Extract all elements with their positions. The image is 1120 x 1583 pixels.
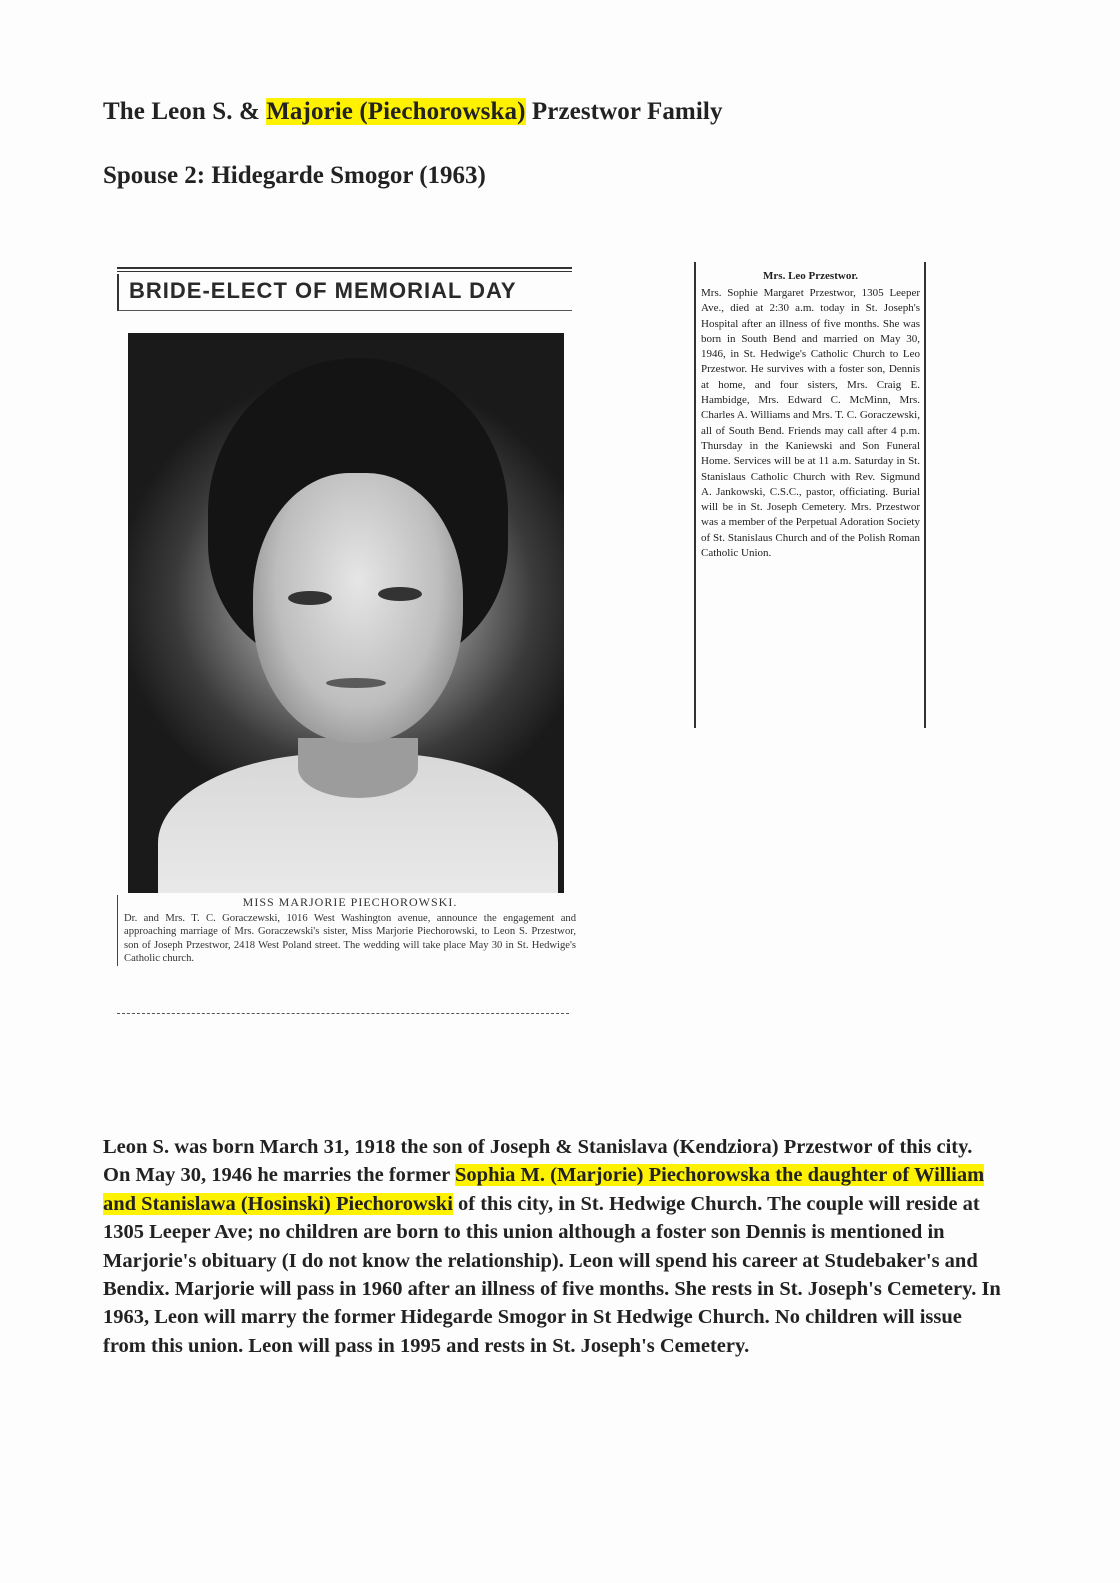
clipping-header: BRIDE-ELECT OF MEMORIAL DAY — [117, 274, 572, 311]
title-suffix: Przestwor Family — [525, 98, 723, 125]
title-prefix: The Leon S. & — [103, 98, 267, 125]
biography-text-part1: Leon S. was born March 31, 1918 the son of Joseph & Stanislava (Kendziora) Przestwor of this city. On May 30, 1946 he marries the former — [103, 1136, 973, 1187]
caption-name: MISS MARJORIE PIECHOROWSKI. — [242, 895, 458, 909]
clipping-caption — [117, 895, 576, 966]
biography-paragraph — [103, 1133, 1003, 1360]
clipping-rule — [117, 267, 572, 269]
obituary-heading: Mrs. Leo Przestwor. — [763, 270, 858, 282]
page-subtitle: Spouse 2: Hidegarde Smogor (1963) — [103, 162, 486, 189]
bride-elect-clipping — [117, 267, 576, 1027]
obituary-clipping — [694, 262, 926, 728]
clipping-rule — [117, 271, 572, 272]
caption-text: Dr. and Mrs. T. C. Goraczewski, 1016 West Washington avenue, announce the engagement and approaching marriage of Mrs. Goraczewski's sister, Miss Marjorie Piechorowski, to Leon S. Przestwor, son of Joseph Przestwor, 2418 West Poland street. The wedding will take place May 30 in St. Hedwige's Catholic church. — [124, 913, 576, 965]
obituary-text: Mrs. Sophie Margaret Przestwor, 1305 Leeper Ave., died at 2:30 a.m. today in St. Joseph's Hospital after an illness of five months. She was born in South Bend and married on May 30, 1946, in St. Hedwige's Catholic Church to Leo Przestwor. He survives with a foster son, Dennis at home, and four sisters, Mrs. Craig E. Hambidge, Mrs. Edward C. McMinn, Mrs. Charles A. Williams and Mrs. T. C. Goraczewski, all of South Bend. Friends may call after 4 p.m. Thursday in the Kaniewski and Son Funeral Home. Services will be at 11 a.m. Saturday in St. Stanislaus Catholic Church with Rev. Sigmund A. Jankowski, C.S.C., pastor, officiating. Burial will be in St. Joseph Cemetery. Mrs. Przestwor was a member of the Perpetual Adoration Society of St. Stanislaus Church and of the Polish Roman Catholic Union. — [701, 287, 920, 560]
page-title — [103, 98, 723, 126]
biography-highlight: Sophia M. (Marjorie) Piechorowska the daughter of William and Stanislawa (Hosinski) Piechorowski — [103, 1164, 985, 1215]
biography-text-part2: of this city, in St. Hedwige Church. The couple will reside at 1305 Leeper Ave; no children are born to this union although a foster son Dennis is mentioned in Marjorie's obituary (I do not know the relationship). Leon will spend his career at Studebaker's and Bendix. Marjorie will pass in 1960 after an illness of five months. She rests in St. Joseph's Cemetery. In 1963, Leon will marry the former Hidegarde Smogor in St Hedwige Church. No children will issue from this union. Leon will pass in 1995 and rests in St. Joseph's Cemetery. — [103, 1192, 1001, 1357]
clipping-bottom-rule — [117, 1013, 569, 1014]
title-highlight: Majorie (Piechorowska) — [266, 98, 526, 125]
bride-photo — [128, 333, 564, 893]
